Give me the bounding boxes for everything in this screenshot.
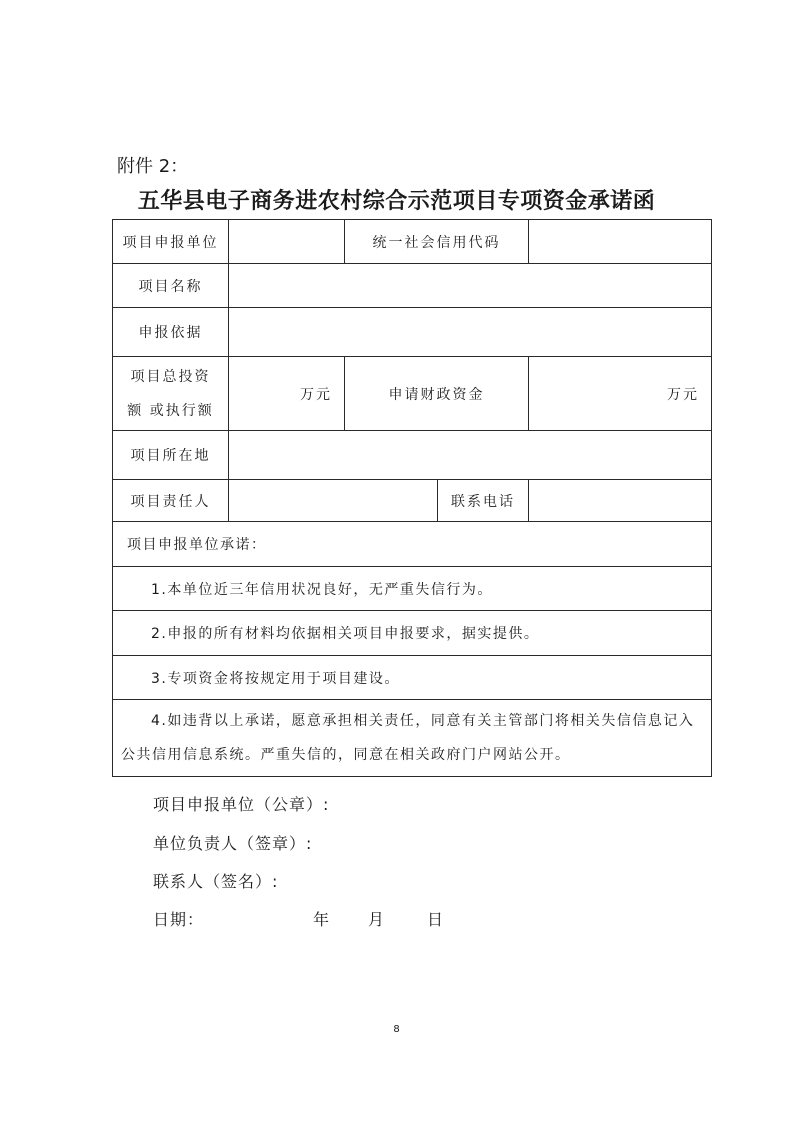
total-investment-field[interactable] [229, 357, 345, 431]
pledge-item-3: 3.专项资金将按规定用于项目建设。 [113, 656, 712, 700]
phone-field[interactable] [529, 480, 712, 522]
day-label: 日 [427, 910, 445, 929]
location-label: 项目所在地 [113, 431, 229, 480]
person-in-charge-label: 项目责任人 [113, 480, 229, 522]
pledge-header: 项目申报单位承诺： [113, 522, 712, 567]
pledge-item-1: 1.本单位近三年信用状况良好，无严重失信行为。 [113, 567, 712, 611]
year-label: 年 [313, 910, 331, 929]
pledge-item-4-line1: 4.如违背以上承诺，愿意承担相关责任，同意有关主管部门将相关失信信息记入 [151, 713, 695, 729]
applicant-unit-field[interactable] [229, 220, 345, 264]
month-label: 月 [368, 910, 386, 929]
phone-label: 联系电话 [438, 480, 529, 522]
unit-seal-label: 项目申报单位（公章）: [153, 795, 330, 814]
contact-label: 联系人（签名）: [153, 872, 279, 891]
date-label: 日期： [153, 910, 205, 929]
wan-yuan-unit: 万元 [300, 386, 332, 403]
pledge-item-2: 2.申报的所有材料均依据相关项目申报要求，据实提供。 [113, 611, 712, 656]
wan-yuan-unit: 万元 [667, 386, 699, 403]
total-investment-label [113, 357, 229, 431]
basis-field[interactable] [229, 308, 712, 357]
document-title: 五华县电子商务进农村综合示范项目专项资金承诺函 [137, 188, 656, 214]
basis-label: 申报依据 [113, 308, 229, 357]
pledge-item-4 [113, 700, 712, 777]
commitment-form-table [112, 219, 712, 777]
location-field[interactable] [229, 431, 712, 480]
credit-code-field[interactable] [529, 220, 712, 264]
project-name-label: 项目名称 [113, 264, 229, 308]
fiscal-funds-label: 申请财政资金 [345, 357, 529, 431]
page-number: 8 [393, 1024, 400, 1035]
applicant-unit-label: 项目申报单位 [113, 220, 229, 264]
project-name-field[interactable] [229, 264, 712, 308]
credit-code-label: 统一社会信用代码 [345, 220, 529, 264]
fiscal-funds-field[interactable] [529, 357, 712, 431]
person-in-charge-field[interactable] [229, 480, 438, 522]
attachment-label: 附件 2： [117, 156, 189, 177]
total-investment-label-line1: 项目总投资 [130, 368, 211, 385]
unit-head-label: 单位负责人（签章）: [153, 834, 313, 853]
total-investment-label-line2: 额 或执行额 [127, 402, 214, 419]
pledge-item-4-line2: 公共信用信息系统。严重失信的，同意在相关政府门户网站公开。 [121, 747, 571, 763]
